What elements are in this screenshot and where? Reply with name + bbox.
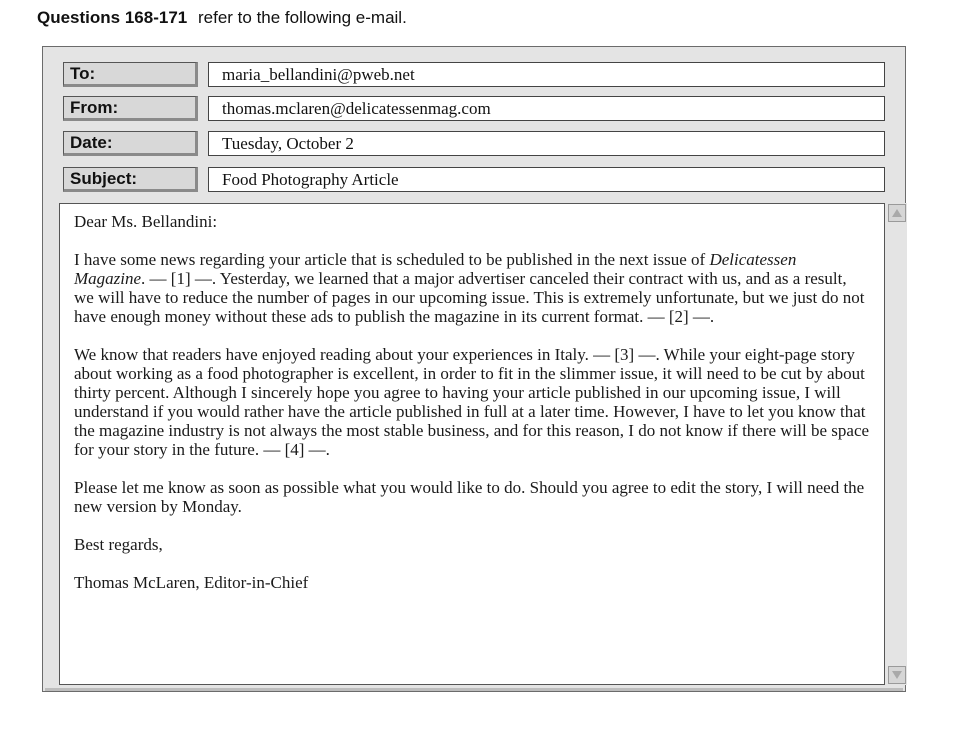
question-instruction: refer to the following e-mail. bbox=[197, 8, 407, 27]
date-field[interactable]: Tuesday, October 2 bbox=[208, 131, 885, 156]
question-heading bbox=[37, 8, 407, 28]
from-label: From: bbox=[63, 96, 198, 121]
paragraph-1-rest: . — [1] —. Yesterday, we learned that a major advertiser canceled their contract with us, and as a result, we will have to reduce the number of pages in our upcoming issue. This is extremely unfortunate, but we just do not have enough money without these ads to publish the magazine in its current format. — [2] —. bbox=[74, 269, 865, 326]
paragraph-1 bbox=[74, 250, 870, 326]
publication-name: Delicatessen Magazine bbox=[74, 250, 797, 288]
scroll-up-button[interactable] bbox=[888, 204, 906, 222]
paragraph-2: We know that readers have enjoyed reading about your experiences in Italy. — [3] —. While your eight-page story about working as a food photographer is excellent, in order to fit in the slimmer issue, it will need to be cut by about thirty percent. Although I sincerely hope you agree to having your article published in our upcoming issue, I will understand if you would rather have the article published in full at a later time. However, I have to let you know that the magazine industry is not always the most stable business, and for this reason, I do not know if there will be space for your story in the future. — [4] —. bbox=[74, 345, 870, 459]
to-field[interactable]: maria_bellandini@pweb.net bbox=[208, 62, 885, 87]
subject-label: Subject: bbox=[63, 167, 198, 192]
scroll-down-button[interactable] bbox=[888, 666, 906, 684]
subject-field[interactable]: Food Photography Article bbox=[208, 167, 885, 192]
vertical-scrollbar[interactable] bbox=[887, 203, 907, 685]
email-window bbox=[42, 46, 906, 692]
paragraph-1-start: I have some news regarding your article that is scheduled to be published in the next issue of bbox=[74, 250, 710, 269]
greeting: Dear Ms. Bellandini: bbox=[74, 212, 218, 231]
closing: Best regards, bbox=[74, 535, 163, 554]
question-number: Questions 168-171 bbox=[37, 8, 188, 27]
date-label: Date: bbox=[63, 131, 198, 156]
from-field[interactable]: thomas.mclaren@delicatessenmag.com bbox=[208, 96, 885, 121]
message-body[interactable] bbox=[59, 203, 885, 685]
triangle-down-icon bbox=[892, 671, 902, 679]
paragraph-3: Please let me know as soon as possible what you would like to do. Should you agree to edit the story, I will need the new version by Monday. bbox=[74, 478, 865, 516]
to-label: To: bbox=[63, 62, 198, 87]
signature: Thomas McLaren, Editor-in-Chief bbox=[74, 573, 309, 592]
triangle-up-icon bbox=[892, 209, 902, 217]
